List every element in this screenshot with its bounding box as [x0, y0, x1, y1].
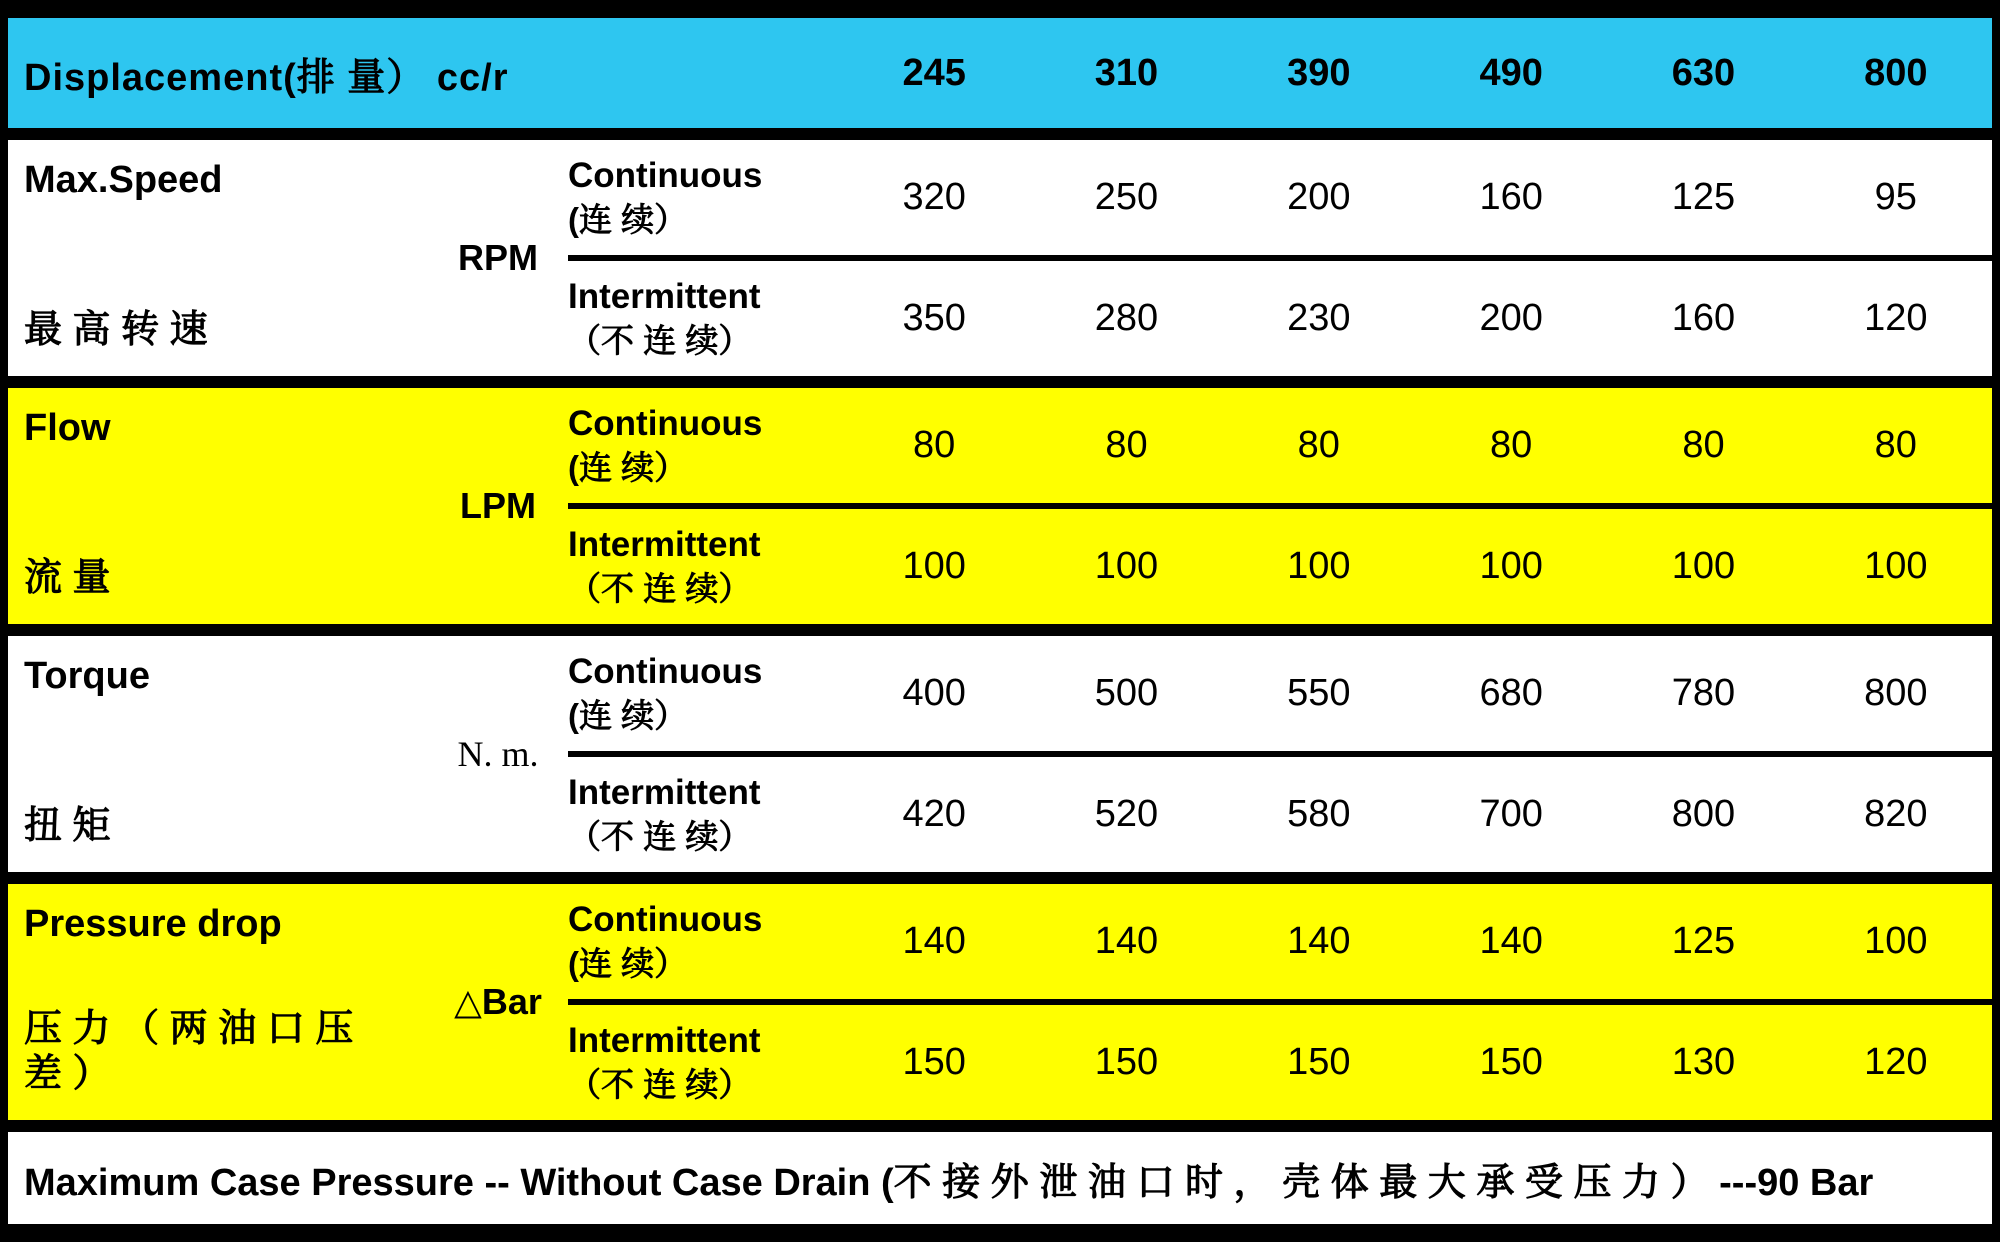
bottom-border-bar: [8, 1224, 1992, 1242]
displacement-value: 310: [1094, 51, 1159, 94]
param-name-en: Flow: [24, 407, 111, 449]
top-border-bar: [8, 0, 1992, 18]
value-cell: 100: [1094, 545, 1159, 587]
param-name-zh: 压 力 （ 两 油 口 压 差 ）: [24, 1007, 354, 1096]
row-type-label: Continuous (连 续）: [568, 156, 763, 238]
value-cell: 120: [1864, 1041, 1928, 1083]
value-cell: 160: [1671, 297, 1736, 339]
displacement-value: 800: [1864, 51, 1928, 94]
value-cell: 550: [1287, 672, 1351, 714]
value-cell: 140: [902, 920, 966, 962]
value-cell: 800: [1864, 672, 1928, 714]
value-cell: 100: [1864, 920, 1928, 962]
value-cell: 580: [1287, 793, 1351, 835]
param-block: [8, 884, 428, 1120]
row-type-label: Intermittent （不 连 续）: [568, 1021, 761, 1103]
displacement-header-row: [8, 18, 1992, 140]
section-torque: [8, 636, 1992, 884]
value-cell: 80: [1297, 424, 1340, 466]
value-cell: 80: [1874, 424, 1917, 466]
row-type-label: Intermittent （不 连 续）: [568, 277, 761, 359]
value-cell: 820: [1864, 793, 1928, 835]
section-flow: [8, 388, 1992, 636]
continuous-row: [568, 388, 1992, 509]
unit-label: N. m.: [457, 734, 539, 774]
value-cell: 150: [902, 1041, 966, 1083]
value-cell: 100: [1864, 545, 1928, 587]
value-cell: 400: [902, 672, 966, 714]
displacement-value: 390: [1287, 51, 1351, 94]
row-type-label: Intermittent （不 连 续）: [568, 773, 761, 855]
value-cell: 150: [1287, 1041, 1351, 1083]
value-cell: 350: [902, 297, 966, 339]
value-cell: 120: [1864, 297, 1928, 339]
value-cell: 125: [1671, 920, 1736, 962]
displacement-value: 245: [902, 51, 966, 94]
intermittent-row: [568, 757, 1992, 872]
value-cell: 800: [1671, 793, 1736, 835]
param-block: [8, 636, 428, 872]
value-cell: 780: [1671, 672, 1736, 714]
param-name-zh: 扭 矩: [24, 805, 111, 848]
continuous-row: [568, 636, 1992, 757]
param-block: [8, 388, 428, 624]
value-cell: 420: [902, 793, 966, 835]
value-cell: 250: [1094, 176, 1159, 218]
row-type-label: Intermittent （不 连 续）: [568, 525, 761, 607]
value-cell: 200: [1287, 176, 1351, 218]
value-cell: 320: [902, 176, 966, 218]
value-cell: 130: [1671, 1041, 1736, 1083]
value-cell: 95: [1874, 176, 1917, 218]
row-type-label: Continuous (连 续）: [568, 900, 763, 982]
value-cell: 520: [1094, 793, 1159, 835]
param-name-en: Max.Speed: [24, 159, 223, 201]
value-cell: 680: [1479, 672, 1543, 714]
intermittent-row: [568, 1005, 1992, 1120]
value-cell: 100: [1671, 545, 1736, 587]
unit-label: RPM: [458, 237, 538, 278]
value-cell: 125: [1671, 176, 1736, 218]
value-cell: 500: [1094, 672, 1159, 714]
displacement-value: 490: [1479, 51, 1543, 94]
row-type-label: Continuous (连 续）: [568, 652, 763, 734]
value-cell: 140: [1479, 920, 1543, 962]
displacement-value: 630: [1671, 51, 1736, 94]
param-name-zh: 流 量: [24, 557, 111, 600]
value-cell: 80: [913, 424, 956, 466]
unit-label: LPM: [460, 485, 536, 526]
value-cell: 230: [1287, 297, 1351, 339]
value-cell: 150: [1479, 1041, 1543, 1083]
param-name-zh: 最 高 转 速: [24, 309, 208, 352]
continuous-row: [568, 140, 1992, 261]
value-cell: 80: [1105, 424, 1148, 466]
value-cell: 100: [1287, 545, 1351, 587]
value-cell: 150: [1094, 1041, 1159, 1083]
param-block: [8, 140, 428, 376]
max-case-pressure-note: Maximum Case Pressure -- Without Case Drain (不 接 外 泄 油 口 时 ， 壳 体 最 大 承 受 压 力 ） ---90 Bar: [8, 1132, 1992, 1224]
value-cell: 80: [1682, 424, 1725, 466]
displacement-header-label: Displacement(排 量） cc/r: [24, 56, 509, 99]
intermittent-row: [568, 261, 1992, 376]
param-name-en: Torque: [24, 655, 150, 697]
value-cell: 80: [1490, 424, 1533, 466]
displacement-values: [838, 52, 1992, 95]
value-cell: 100: [1479, 545, 1543, 587]
unit-label: △Bar: [454, 981, 542, 1022]
continuous-row: [568, 884, 1992, 1005]
param-name-en: Pressure drop: [24, 903, 282, 945]
section-pressure-drop: [8, 884, 1992, 1132]
value-cell: 100: [902, 545, 966, 587]
row-type-label: Continuous (连 续）: [568, 404, 763, 486]
section-max-speed: [8, 140, 1992, 388]
intermittent-row: [568, 509, 1992, 624]
value-cell: 140: [1287, 920, 1351, 962]
value-cell: 140: [1094, 920, 1159, 962]
value-cell: 280: [1094, 297, 1159, 339]
value-cell: 160: [1479, 176, 1543, 218]
value-cell: 700: [1479, 793, 1543, 835]
value-cell: 200: [1479, 297, 1543, 339]
